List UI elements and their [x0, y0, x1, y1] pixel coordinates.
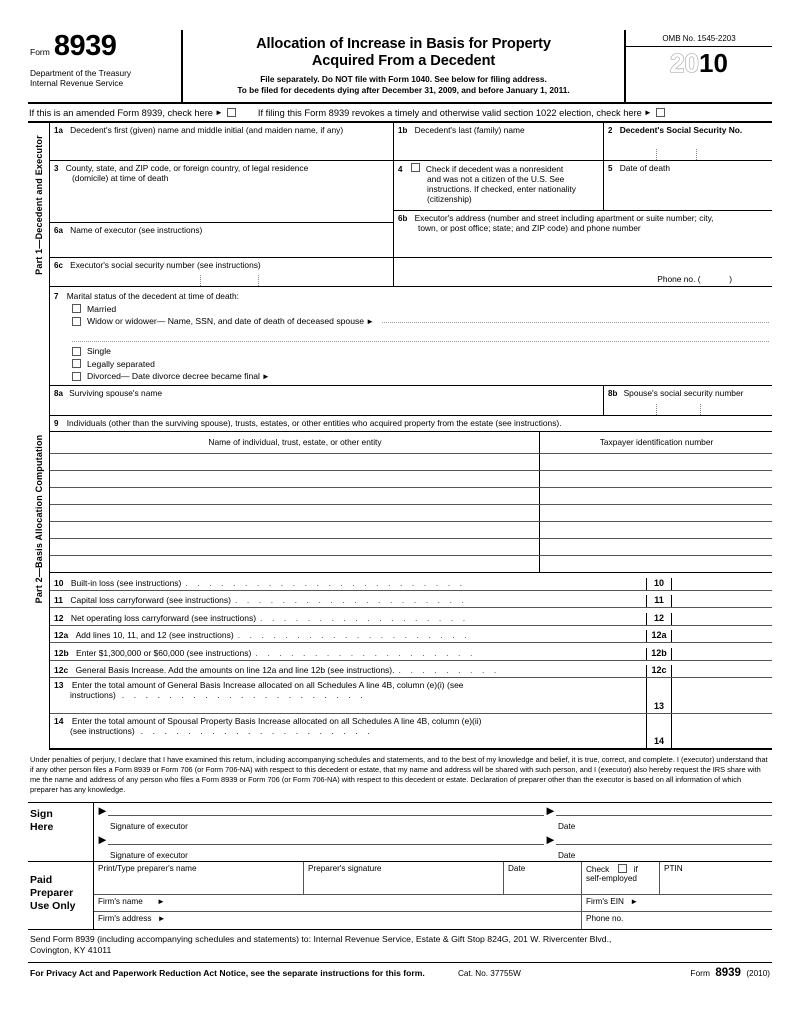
arrow-icon: ► — [157, 896, 165, 906]
entity-table-header — [50, 432, 772, 454]
table-cell-name[interactable] — [50, 522, 540, 538]
footer-bar — [28, 962, 772, 979]
widow-entry-line-1[interactable] — [382, 316, 769, 323]
line-12a[interactable] — [50, 626, 772, 644]
date-label-1: Date — [558, 821, 576, 831]
field-1a-label: Decedent's first (given) name and middle initial (and maiden name, if any) — [70, 125, 344, 135]
perjury-statement: Under penalties of perjury, I declare that I have examined this return, including accompanying schedules and statements, and to the best of my knowledge and belief, it is true, correct, and complete. I (executor) understand that if any other person files a Form 8939 or Form 706 (or Form 706-NA) with respect to this decedent or estate, that my name and address will be shared with such person, and I (executor) also hereby request the IRS share with me the name and address of any person who files a Form 8939 or Form 706 (or Form 706-NA) with respect to this decedent or estate. Declaration of preparer other than the executor is based on all information of which preparer has any knowledge. — [30, 755, 768, 795]
firm-address-field[interactable] — [94, 912, 582, 929]
part-1-section — [28, 123, 772, 287]
line-12-box-number: 12 — [646, 613, 672, 625]
paid-preparer-label — [28, 862, 94, 929]
line-12-number: 12 — [54, 612, 64, 623]
line-12b-label: Enter $1,300,000 or $60,000 (see instructions) — [76, 647, 252, 658]
field-4-label-line3: instructions. If checked, enter nationality — [427, 184, 576, 194]
line-10-number: 10 — [54, 577, 64, 588]
line-14-box-number: 14 — [646, 714, 672, 748]
line-12a-number: 12a — [54, 630, 69, 640]
agency-line: Internal Revenue Service — [30, 77, 124, 88]
firm-ein-field[interactable] — [582, 895, 772, 911]
field-7-number: 7 — [54, 292, 59, 301]
line-10-leader: . . . . . . . . . . . . . . . . . . . . . . . . — [185, 577, 466, 588]
line-14-amount[interactable] — [672, 714, 772, 748]
self-employed-label: self-employed — [586, 873, 637, 883]
field-9-header — [50, 416, 772, 432]
marital-option-divorced[interactable] — [72, 371, 769, 381]
form-number: 8939 — [53, 30, 117, 62]
catalog-number: Cat. No. 37755W — [458, 968, 521, 978]
table-row[interactable] — [50, 488, 772, 505]
if-label: if — [633, 864, 638, 874]
preparer-signature[interactable] — [304, 862, 504, 894]
line-13-number: 13 — [54, 680, 64, 690]
signature-line-2[interactable] — [108, 844, 544, 845]
line-11[interactable] — [50, 591, 772, 609]
married-checkbox[interactable] — [72, 304, 81, 313]
sign-here-block — [28, 802, 772, 862]
line-11-leader: . . . . . . . . . . . . . . . . . . . . — [234, 595, 468, 605]
executor-phone[interactable] — [394, 258, 772, 286]
subtitle-line2: To be filed for decedents dying after December 31, 2009, and before January 1, 2011. — [237, 84, 570, 95]
field-4[interactable] — [394, 161, 604, 210]
field-6a-number: 6a — [54, 226, 63, 235]
form-header — [28, 30, 772, 104]
table-row[interactable] — [50, 505, 772, 522]
mailing-address-note — [28, 930, 772, 962]
table-cell-tin[interactable] — [540, 505, 772, 521]
field-2-number: 2 — [608, 126, 613, 135]
married-label: Married — [87, 303, 117, 314]
ssn-separators — [604, 149, 772, 160]
arrow-icon: ► — [630, 896, 639, 906]
date-label-2: Date — [558, 850, 576, 860]
arrow-icon: ► — [544, 831, 557, 847]
privacy-act-notice: For Privacy Act and Paperwork Reduction Act Notice, see the separate instructions for this form. — [30, 968, 425, 979]
arrow-icon: ► — [214, 108, 223, 117]
revokes-checkbox[interactable] — [656, 108, 665, 117]
tax-year-prefix: 20 — [670, 48, 699, 78]
widow-checkbox[interactable] — [72, 317, 81, 326]
check-label: Check — [586, 864, 610, 874]
table-cell-name[interactable] — [50, 505, 540, 521]
line-14[interactable] — [50, 714, 772, 750]
field-1b[interactable] — [394, 123, 604, 160]
arrow-icon: ► — [261, 371, 270, 381]
table-cell-name[interactable] — [50, 539, 540, 555]
field-7-label: Marital status of the decedent at time of death: — [66, 291, 239, 301]
preparer-print-name-label: Print/Type preparer's name — [98, 863, 197, 873]
line-12a-leader: . . . . . . . . . . . . . . . . . . . . — [237, 630, 471, 640]
table-header-tin: Taxpayer identification number — [599, 437, 714, 447]
table-cell-tin[interactable] — [540, 488, 772, 504]
table-cell-name[interactable] — [50, 556, 540, 572]
firm-name-field[interactable] — [94, 895, 582, 911]
sign-here-label-line2: Here — [30, 820, 54, 833]
line-13-box-number: 13 — [646, 678, 672, 713]
part-1-side-label — [28, 123, 50, 287]
field-8a-number: 8a — [54, 389, 63, 398]
preparer-ptin[interactable] — [660, 862, 772, 894]
field-1b-number: 1b — [398, 126, 408, 135]
line-12b-number: 12b — [54, 647, 69, 658]
field-4-number: 4 — [398, 165, 403, 174]
footer-form-year: (2010) — [746, 969, 770, 979]
marital-option-legally-separated[interactable] — [72, 359, 769, 369]
paid-preparer-block — [28, 862, 772, 930]
line-13-label-line1: Enter the total amount of General Basis Increase allocated on all Schedules A line 4B, column (e)(i) (see — [71, 680, 464, 690]
table-cell-name[interactable] — [50, 454, 540, 470]
self-employed-checkbox[interactable] — [618, 864, 627, 873]
field-8a-label: Surviving spouse's name — [69, 388, 162, 398]
line-12[interactable] — [50, 608, 772, 626]
arrow-icon: ► — [544, 802, 557, 818]
page-title-line1: Allocation of Increase in Basis for Property — [256, 36, 551, 52]
amended-checkbox-row — [28, 104, 772, 123]
field-3-label-line1: County, state, and ZIP code, or foreign country, of legal residence — [65, 163, 309, 173]
field-3-number: 3 — [54, 164, 59, 173]
field-4-label-line2: and was not a citizen of the U.S. See — [427, 174, 565, 184]
signature-label-1: Signature of executor — [110, 821, 188, 831]
marital-option-widow[interactable] — [72, 316, 769, 326]
line-12c-box-number: 12c — [646, 665, 672, 677]
field-6c[interactable] — [50, 258, 394, 286]
marital-option-married[interactable] — [72, 304, 769, 314]
table-row[interactable] — [50, 539, 772, 556]
line-10-label: Built-in loss (see instructions) — [70, 577, 182, 588]
arrow-icon: ► — [366, 316, 374, 326]
firm-ein-label: Firm's EIN — [586, 896, 624, 906]
arrow-icon: ► — [96, 831, 109, 847]
divorced-checkbox[interactable] — [72, 372, 81, 381]
field-1a[interactable] — [50, 123, 394, 160]
line-10-box-number: 10 — [646, 578, 672, 590]
phone-close-paren: ) — [729, 274, 732, 284]
preparer-print-name[interactable] — [94, 862, 304, 894]
header-title-block — [183, 30, 624, 102]
field-1b-label: Decedent's last (family) name — [414, 125, 525, 135]
amended-label: If this is an amended Form 8939, check here — [29, 107, 213, 118]
widow-entry-line-2[interactable] — [72, 335, 769, 342]
preparer-date[interactable] — [504, 862, 582, 894]
field-3-label-line2: (domicile) at time of death — [72, 173, 169, 183]
sign-here-label — [28, 803, 94, 861]
table-row[interactable] — [50, 454, 772, 471]
line-11-box-number: 11 — [646, 595, 672, 607]
line-14-label-line2: (see instructions) — [70, 726, 135, 736]
line-13-leader: . . . . . . . . . . . . . . . . . . . . . — [121, 690, 367, 700]
mailing-address-line2: Covington, KY 41011 — [30, 945, 112, 956]
line-12-leader: . . . . . . . . . . . . . . . . . . — [260, 612, 469, 623]
page-title-line2: Acquired From a Decedent — [311, 52, 496, 69]
table-cell-name[interactable] — [50, 471, 540, 487]
field-8b-number: 8b — [608, 389, 618, 398]
field-5[interactable] — [604, 161, 772, 210]
spouse-ssn-separators — [604, 404, 772, 415]
arrow-icon: ► — [157, 913, 166, 923]
marital-option-single[interactable] — [72, 346, 769, 356]
table-cell-tin[interactable] — [540, 454, 772, 470]
line-12a-box-number: 12a — [646, 630, 672, 642]
field-2-ssn[interactable] — [604, 123, 772, 160]
line-11-number: 11 — [54, 595, 63, 605]
part-2-label-text: Part 2—Basis Allocation Computation — [33, 434, 44, 603]
field-4-label-line4: (citizenship) — [427, 194, 472, 204]
field-7-marital-status — [50, 287, 772, 386]
line-12b[interactable] — [50, 643, 772, 661]
computation-lines — [50, 573, 772, 750]
header-form-identity — [28, 30, 183, 102]
field-2-label: Decedent's Social Security No. — [619, 125, 743, 135]
field-3[interactable] — [50, 161, 393, 223]
arrow-icon: ► — [643, 108, 652, 117]
line-12c-label: General Basis Increase. Add the amounts on line 12a and line 12b (see instructions). — [75, 665, 395, 675]
field-5-label: Date of death — [619, 163, 670, 173]
field-9-label: Individuals (other than the surviving spouse), trusts, estates, or other entities who acquired property from the estate (see instructions). — [66, 418, 562, 428]
line-12c[interactable] — [50, 661, 772, 679]
line-14-number: 14 — [54, 716, 64, 726]
field-4-label-line1: Check if decedent was a nonresident — [425, 164, 564, 174]
executor-ssn-separators — [50, 275, 393, 286]
entity-table-body — [50, 454, 772, 573]
mailing-address-line1: Send Form 8939 (including accompanying schedules and statements) to: Internal Revenue Service, Estate & Gift Stop 824G, 201 W. Rivercenter Blvd., — [30, 933, 612, 944]
footer-form-number: 8939 — [715, 967, 741, 980]
line-11-label: Capital loss carryforward (see instructions) — [70, 595, 231, 605]
line-12b-box-number: 12b — [646, 648, 672, 660]
table-cell-name[interactable] — [50, 488, 540, 504]
field-6a[interactable] — [50, 223, 393, 257]
field-6c-number: 6c — [54, 261, 63, 270]
single-label: Single — [87, 346, 111, 356]
table-row[interactable] — [50, 471, 772, 488]
table-cell-tin[interactable] — [540, 471, 772, 487]
widow-label: Widow or widower— Name, SSN, and date of death of deceased spouse — [87, 316, 365, 326]
field-9-number: 9 — [54, 419, 59, 428]
field-5-number: 5 — [608, 164, 613, 173]
field-8b-label: Spouse's social security number — [623, 388, 744, 398]
field-4-checkbox[interactable] — [411, 163, 420, 172]
field-8b[interactable] — [604, 386, 772, 415]
field-6b-label-line2: town, or post office; state; and ZIP code) and phone number — [418, 223, 641, 233]
field-6b-label-line1: Executor's address (number and street including apartment or suite number; city, — [414, 213, 714, 223]
divorced-label: Divorced— Date divorce decree became final — [87, 371, 260, 381]
table-row[interactable] — [50, 522, 772, 539]
phone-label: Phone no. ( — [657, 274, 701, 284]
single-checkbox[interactable] — [72, 347, 81, 356]
table-cell-tin[interactable] — [540, 556, 772, 572]
firm-address-label: Firm's address — [98, 913, 152, 923]
arrow-icon: ► — [96, 802, 109, 818]
footer-form-word: Form — [690, 968, 710, 979]
part-1-label-text: Part 1—Decedent and Executor — [33, 135, 44, 275]
table-cell-tin[interactable] — [540, 522, 772, 538]
omb-number: OMB No. 1545-2203 — [626, 30, 772, 47]
tax-year — [626, 47, 772, 76]
self-employed-check[interactable] — [582, 862, 660, 894]
ptin-label: PTIN — [664, 863, 683, 873]
date-line-1[interactable] — [556, 815, 772, 816]
field-8a[interactable] — [50, 386, 604, 415]
field-6a-label: Name of executor (see instructions) — [70, 225, 203, 235]
part-2-section — [28, 287, 772, 750]
form-page — [28, 30, 772, 979]
signature-line-1[interactable] — [108, 815, 544, 816]
table-header-name: Name of individual, trust, estate, or other entity — [208, 437, 382, 447]
signature-label-2: Signature of executor — [110, 850, 188, 860]
line-10[interactable] — [50, 573, 772, 591]
line-13-label-line2: instructions) — [70, 690, 116, 700]
line-12c-number: 12c — [54, 665, 69, 675]
line-14-label-line1: Enter the total amount of Spousal Property Basis Increase allocated on all Schedules A line 4B, column (e)(ii) — [71, 716, 482, 726]
field-1a-number: 1a — [54, 126, 63, 135]
firm-phone-label: Phone no. — [586, 913, 624, 923]
part-2-side-label — [28, 287, 50, 750]
date-line-2[interactable] — [556, 844, 772, 845]
department-line: Department of the Treasury — [30, 67, 131, 78]
sign-here-label-line1: Sign — [30, 807, 53, 820]
firm-name-label: Firm's name — [98, 896, 143, 906]
legally-separated-checkbox[interactable] — [72, 359, 81, 368]
line-12c-leader: . . . . . . . . . — [398, 665, 500, 675]
table-cell-tin[interactable] — [540, 539, 772, 555]
line-12-label: Net operating loss carryforward (see instructions) — [70, 612, 257, 623]
field-6b-number: 6b — [398, 214, 408, 223]
line-13-amount[interactable] — [672, 678, 772, 713]
preparer-date-label: Date — [508, 863, 526, 873]
preparer-signature-label: Preparer's signature — [308, 863, 382, 873]
line-12b-leader: . . . . . . . . . . . . . . . . . . . — [255, 647, 476, 658]
table-row[interactable] — [50, 556, 772, 573]
field-6c-label: Executor's social security number (see instructions) — [70, 260, 261, 270]
tax-year-suffix: 10 — [699, 48, 728, 78]
subtitle-line1: File separately. Do NOT file with Form 1040. See below for filing address. — [260, 74, 547, 85]
field-6b[interactable] — [394, 211, 772, 257]
legally-separated-label: Legally separated — [87, 358, 155, 369]
header-omb-block — [624, 30, 772, 102]
paid-label-line1: Paid — [30, 873, 53, 886]
form-word-label: Form — [30, 47, 50, 57]
line-13[interactable] — [50, 678, 772, 714]
amended-checkbox[interactable] — [227, 108, 236, 117]
paid-label-line2: Preparer — [30, 886, 74, 899]
paid-label-line3: Use Only — [30, 899, 76, 912]
line-12a-label: Add lines 10, 11, and 12 (see instructions) — [75, 630, 234, 640]
revokes-label: If filing this Form 8939 revokes a timely and otherwise valid section 1022 election, check here — [257, 107, 642, 118]
line-14-leader: . . . . . . . . . . . . . . . . . . . . — [140, 726, 374, 736]
firm-phone-field[interactable] — [582, 912, 772, 929]
